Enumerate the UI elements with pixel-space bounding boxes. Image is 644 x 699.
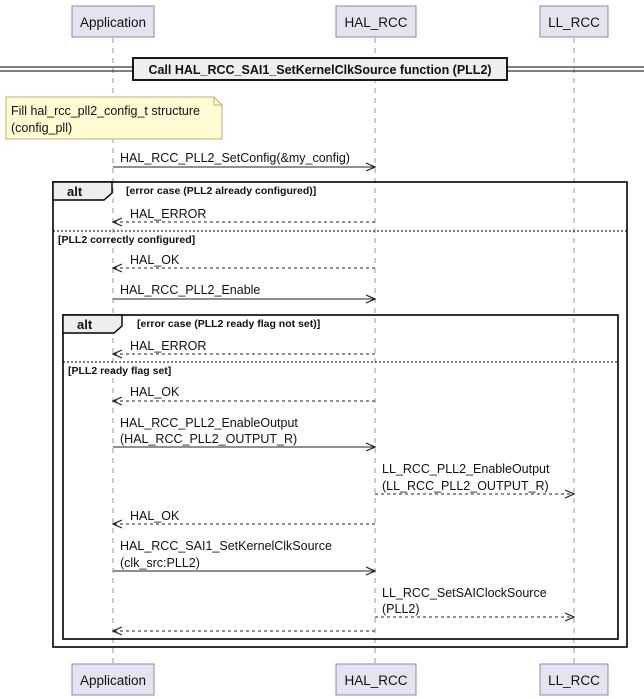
- participant-application-bottom: [72, 664, 154, 695]
- message-ll-set-sai-clock-source: [375, 586, 574, 617]
- message-ll-pll2-enable-output: [375, 462, 574, 494]
- alt-condition-2: [PLL2 correctly configured]: [58, 234, 196, 246]
- message-pll2-setconfig: [113, 151, 375, 167]
- message-label-line-2: (HAL_RCC_PLL2_OUTPUT_R): [120, 432, 298, 446]
- message-pll2-enable-output: [113, 416, 375, 447]
- alt-condition-1: [error case (PLL2 ready flag not set)]: [137, 318, 321, 330]
- message-hal-error-2: [113, 339, 375, 354]
- message-label-line-1: LL_RCC_SetSAIClockSource: [382, 586, 547, 600]
- alt-condition-2: [PLL2 ready flag set]: [68, 365, 172, 377]
- participant-hal-rcc-bottom: [336, 664, 416, 695]
- message-label: HAL_OK: [130, 385, 180, 399]
- note: [6, 97, 222, 139]
- message-pll2-enable: [113, 283, 375, 299]
- alt-frame-outer: [53, 182, 627, 647]
- message-label: HAL_ERROR: [130, 207, 207, 221]
- divider: [0, 58, 644, 80]
- message-label: HAL_ERROR: [130, 339, 207, 353]
- participant-label: LL_RCC: [548, 15, 600, 30]
- participant-label: Application: [79, 15, 147, 30]
- message-label-line-2: (LL_RCC_PLL2_OUTPUT_R): [382, 479, 549, 493]
- participant-label: HAL_RCC: [344, 15, 408, 30]
- divider-title: Call HAL_RCC_SAI1_SetKernelClkSource function (PLL2): [148, 63, 492, 77]
- participant-ll-rcc-top: [540, 6, 608, 37]
- message-label-line-1: LL_RCC_PLL2_EnableOutput: [382, 462, 550, 476]
- alt-keyword: alt: [77, 317, 93, 332]
- message-label-line-2: (PLL2): [382, 602, 420, 616]
- message-hal-ok-1: [113, 253, 375, 268]
- note-line-2: (config_pll): [11, 121, 73, 135]
- participant-label: HAL_RCC: [344, 673, 408, 688]
- participant-label: Application: [79, 673, 147, 688]
- participant-ll-rcc-bottom: [540, 664, 608, 695]
- participant-hal-rcc-top: [336, 6, 416, 37]
- message-hal-ok-2: [113, 385, 375, 401]
- alt-condition-1: [error case (PLL2 already configured)]: [126, 185, 317, 197]
- participant-application-top: [72, 6, 154, 37]
- message-label-line-2: (clk_src:PLL2): [120, 556, 200, 570]
- alt-keyword: alt: [67, 184, 83, 199]
- message-label: HAL_OK: [130, 253, 180, 267]
- note-line-1: Fill hal_rcc_pll2_config_t structure: [11, 104, 200, 118]
- message-label-line-1: HAL_RCC_SAI1_SetKernelClkSource: [120, 539, 332, 553]
- message-hal-error-1: [113, 207, 375, 222]
- message-hal-ok-3: [113, 509, 375, 524]
- message-sai1-set-kernel-clk-source: [113, 539, 375, 571]
- message-label: HAL_RCC_PLL2_Enable: [120, 283, 261, 297]
- participant-label: LL_RCC: [548, 673, 600, 688]
- message-label: HAL_RCC_PLL2_SetConfig(&my_config): [120, 151, 350, 165]
- message-label-line-1: HAL_RCC_PLL2_EnableOutput: [120, 416, 298, 430]
- message-label: HAL_OK: [130, 509, 180, 523]
